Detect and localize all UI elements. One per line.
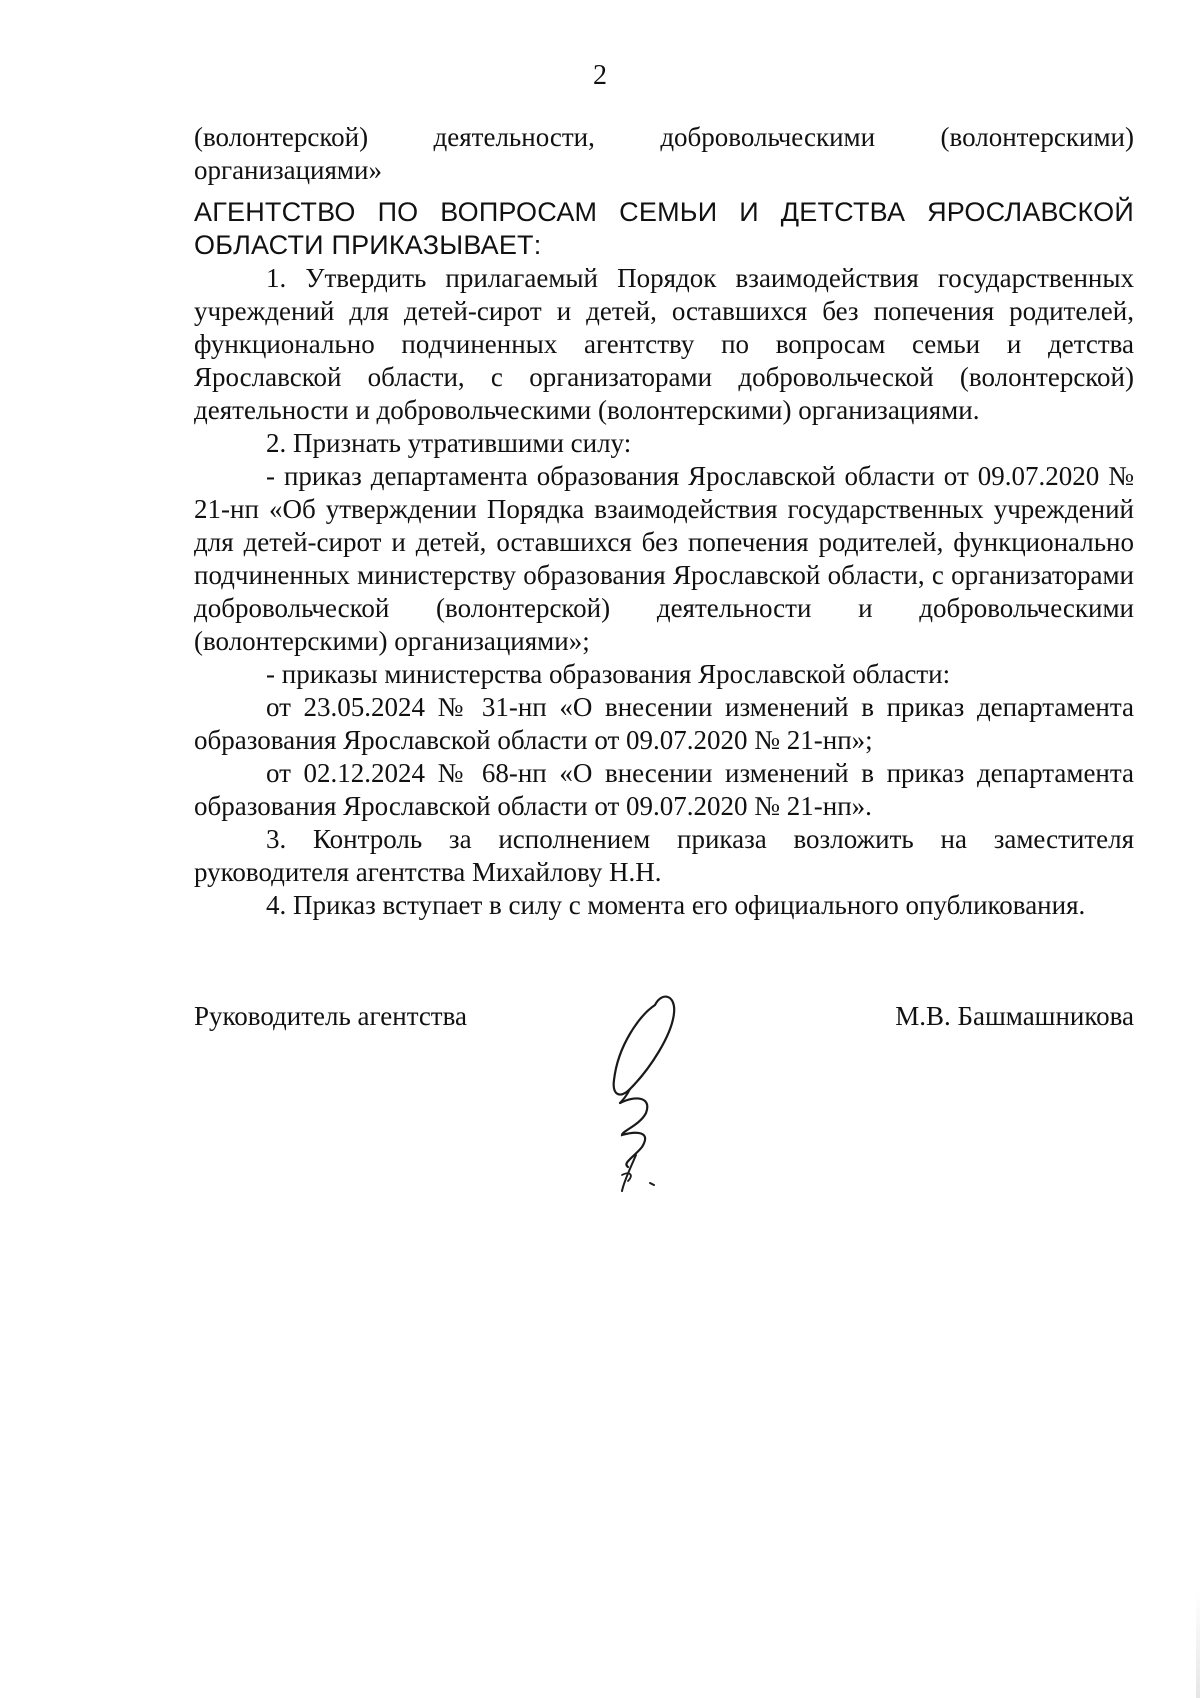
document-body <box>194 121 1134 922</box>
signatory-name: М.В. Башмашникова <box>895 1001 1134 1031</box>
handwritten-signature <box>600 985 730 1205</box>
scan-edge-shadow <box>1196 1590 1200 1698</box>
item-3-control: 3. Контроль за исполнением приказа возложить на заместителя руководителя агентства Михайлову Н.Н. <box>194 824 1134 887</box>
page-number: 2 <box>593 60 607 91</box>
revoked-order-2024-12: от 02.12.2024 № 68-нп «О внесении изменений в приказ департамента образования Ярославской области от 09.07.2020 № 21-нп». <box>194 758 1134 821</box>
item-4-effective: 4. Приказ вступает в силу с момента его официального опубликования. <box>266 890 1086 920</box>
revoked-order-2020: - приказ департамента образования Ярославской области от 09.07.2020 № 21-нп «Об утверждении Порядка взаимодействия государственных учреждений для детей-сирот и детей, оставшихся без попечения родителей, функционально подчиненных министерству образования Ярославской области, с организаторами добровольческой (волонтерской) деятельности и добровольческими (волонтерскими) организациями»; <box>194 461 1134 656</box>
signatory-title: Руководитель агентства <box>194 1001 467 1031</box>
item-1-approve-procedure: 1. Утвердить прилагаемый Порядок взаимодействия государственных учреждений для детей-сирот и детей, оставшихся без попечения родителей, функционально подчиненных агентству по вопросам семьи и детства Ярославской области, с организаторами добровольческой (волонтерской) деятельности и добровольческими (волонтерскими) организациями. <box>194 263 1134 425</box>
revoked-ministry-orders: - приказы министерства образования Ярославской области: <box>266 659 951 689</box>
order-heading: АГЕНТСТВО ПО ВОПРОСАМ СЕМЬИ И ДЕТСТВА ЯРОСЛАВСКОЙ ОБЛАСТИ ПРИКАЗЫВАЕТ: <box>194 197 1134 260</box>
item-2-revoke: 2. Признать утратившими силу: <box>266 428 632 458</box>
revoked-order-2024-05: от 23.05.2024 № 31-нп «О внесении изменений в приказ департамента образования Ярославской области от 09.07.2020 № 21-нп»; <box>194 692 1134 755</box>
intro-paragraph: (волонтерской) деятельности, добровольческими (волонтерскими) организациями» <box>194 122 1134 185</box>
